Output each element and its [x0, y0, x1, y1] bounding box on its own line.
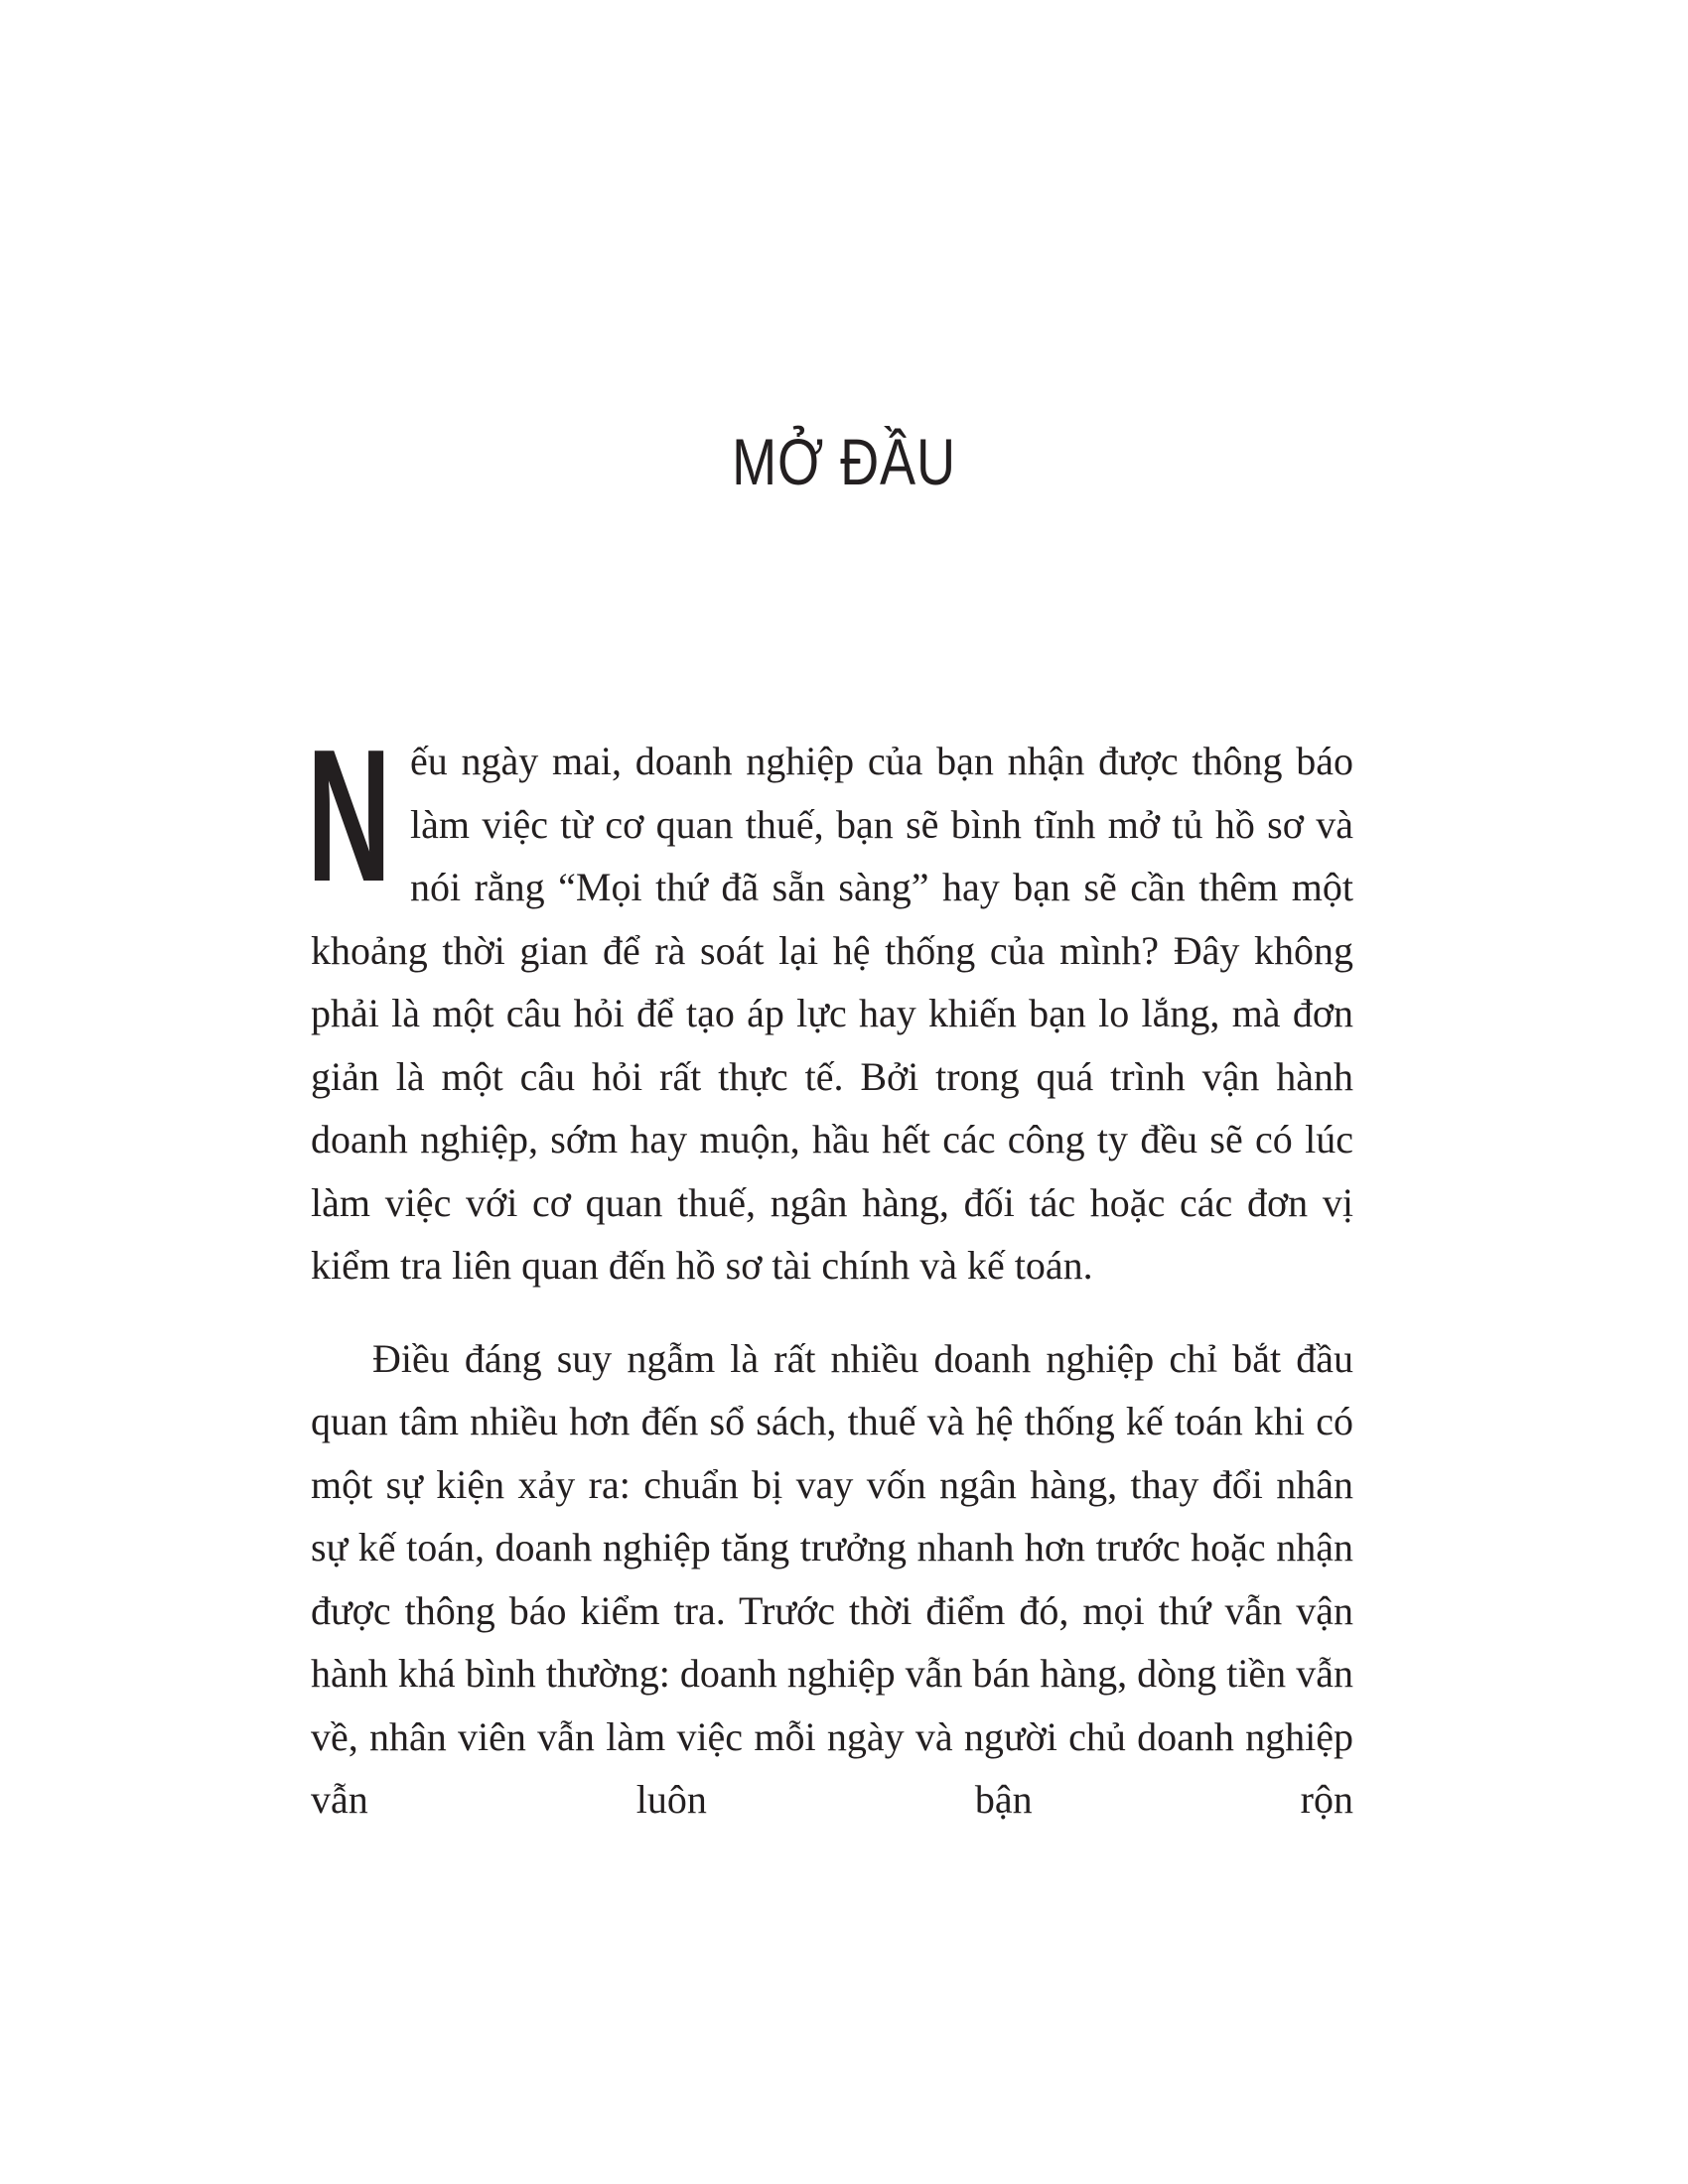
paragraph-intro-text: ếu ngày mai, doanh nghiệp của bạn nhận được thông báo làm việc từ cơ quan thuế, bạn sẽ bình tĩnh mở tủ hồ sơ và nói rằng “Mọi thứ đã sẵn sàng” hay bạn sẽ cần thêm một khoảng thời gian để rà soát lại hệ thống của mình? Đây không phải là một câu hỏi để tạo áp lực hay khiến bạn lo lắng, mà đơn giản là một câu hỏi rất thực tế. Bởi trong quá trình vận hành doanh nghiệp, sớm hay muộn, hầu hết các công ty đều sẽ có lúc làm việc với cơ quan thuế, ngân hàng, đối tác hoặc các đơn vị kiểm tra liên quan đến hồ sơ tài chính và kế toán. — [311, 739, 1353, 1288]
drop-cap: N — [307, 711, 392, 921]
paragraph-second — [311, 1327, 1353, 1832]
paragraph-intro — [307, 711, 1353, 1297]
chapter-title: MỞ ĐẦU — [732, 425, 956, 498]
paragraph-second-text: Điều đáng suy ngẫm là rất nhiều doanh nghiệp chỉ bắt đầu quan tâm nhiều hơn đến sổ sách, thuế và hệ thống kế toán khi có một sự kiện xảy ra: chuẩn bị vay vốn ngân hàng, thay đổi nhân sự kế toán, doanh nghiệp tăng trưởng nhanh hơn trước hoặc nhận được thông báo kiểm tra. Trước thời điểm đó, mọi thứ vẫn vận hành khá bình thường: doanh nghiệp vẫn bán hàng, dòng tiền vẫn về, nhân viên vẫn làm việc mỗi ngày và người chủ doanh nghiệp vẫn luôn bận rộn — [311, 1335, 1353, 1822]
body-text — [307, 711, 1353, 1832]
